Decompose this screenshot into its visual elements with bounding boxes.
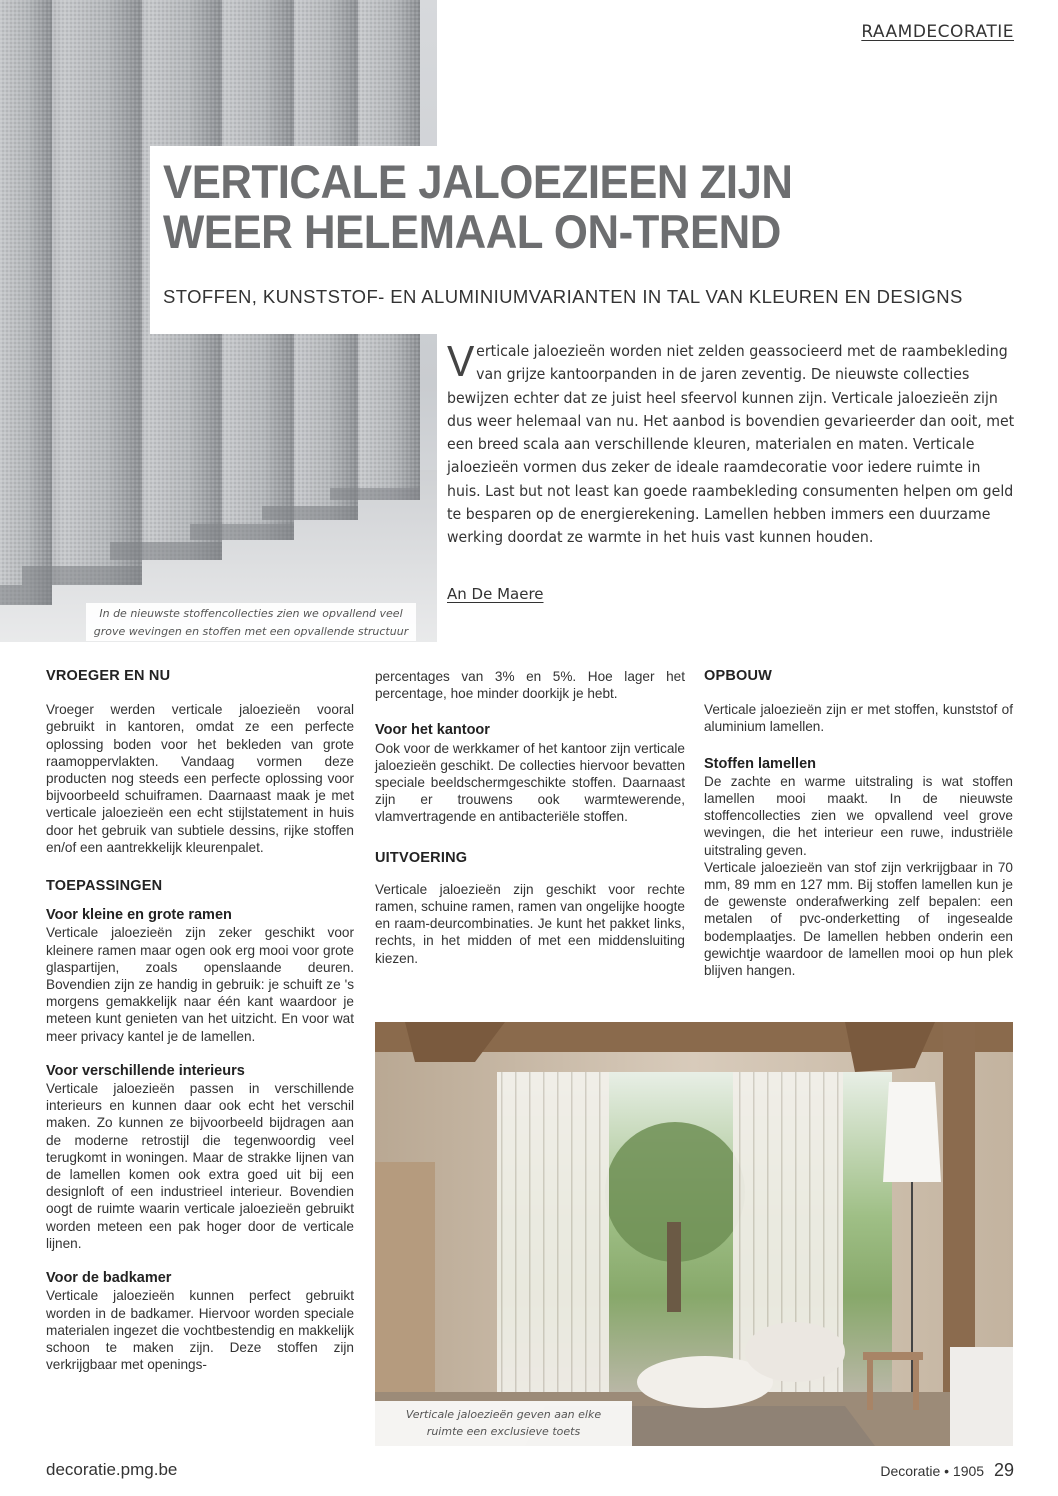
- paragraph-kleine-ramen: Verticale jaloezieën zijn zeker geschikt voor kleinere ramen maar ogen ook erg mooi voor grote glaspartijen, zoals openslaande deuren. Bovendien zijn ze handig in gebruik: je schuift ze 's morgens gemakkelijk naar één kant waardoor je meteen kunt genieten van het uitzicht. En voor wat meer privacy kantel je de lamellen.: [46, 925, 354, 1044]
- room-caption: [375, 1401, 632, 1446]
- paragraph-uitvoering: Verticale jaloezieën zijn geschikt voor rechte ramen, schuine ramen, ramen van ongelijke hoogte en raam-deurcombinaties. Je kunt het pakket links, rechts, in het midden of met een middensluiting kiezen.: [375, 881, 685, 966]
- page-title: [163, 157, 926, 257]
- paragraph-stoffen-2: Verticale jaloezieën van stof zijn verkrijgbaar in 70 mm, 89 mm en 127 mm. Bij stoffen lamellen kun je de gewenste onderafwerking zelf bepalen: een metalen of pvc-onderketting of ingesealde bodemplaatjes. De lamellen hebben onderin een gewichtje waardoor de lamellen mooi op hun plek blijven hangen.: [704, 859, 1013, 979]
- title-line1: VERTICALE JALOEZIEEN ZIJN: [163, 155, 793, 208]
- author-link[interactable]: An De Maere: [447, 585, 544, 603]
- hero-caption-line1: In de nieuwste stoffencollecties zien we opvallend veel: [99, 607, 403, 620]
- living-room-illustration: [375, 1022, 1013, 1446]
- footer-page-info: [880, 1460, 1014, 1481]
- paragraph-interieurs: Verticale jaloezieën passen in verschillende interieurs en kunnen daar ook echt het verschil maken. Zo kunnen ze bijvoorbeeld bijdragen aan de moderne retrostijl die tegenwoordig veel terugkomt in woningen. Maar de strakke lijnen van de lamellen komen ook extra goed uit bij een designloft of een industrieel interieur. Bovendien oogt de ruimte waarin verticale jaloezieën gebruikt worden meteen een pak hoger door de verticale lijnen.: [46, 1081, 354, 1251]
- heading-uitvoering: UITVOERING: [375, 849, 468, 866]
- intro-dropcap: V: [447, 337, 475, 386]
- paragraph-stoffen-1: De zachte en warme uitstraling is wat stoffen lamellen mooi maakt. In de nieuwste stoffencollecties zien we opvallend veel grove wevingen, die het interieur een ruwe, industriële uitstraling geven.: [704, 773, 1013, 858]
- column-1: [46, 668, 354, 1373]
- paragraph-percentages: percentages van 3% en 5%. Hoe lager het percentage, hoe minder doorkijk je hebt.: [375, 669, 685, 702]
- heading-interieurs: Voor verschillende interieurs: [46, 1062, 245, 1079]
- heading-opbouw: OPBOUW: [704, 668, 773, 684]
- column-3: [704, 668, 1013, 979]
- heading-kleine-ramen: Voor kleine en grote ramen: [46, 907, 232, 924]
- paragraph-vroeger: Vroeger werden verticale jaloezieën vooral gebruikt in kantoren, omdat ze een perfecte oplossing boden voor het bekleden van grote raamoppervlakten. Vandaag vormen deze producten nog steeds een perfecte oplossing voor bijvoorbeeld schuiframen. Daarnaast maak je met verticale jaloezieën een echt stijlstatement in huis door het gebruik van subtiele dessins, rijke stoffen en/of een aantrekkelijk kleurenpalet.: [46, 702, 354, 855]
- page-number: 29: [993, 1460, 1014, 1480]
- heading-kantoor: Voor het kantoor: [375, 722, 490, 739]
- heading-toepassingen: TOEPASSINGEN: [46, 878, 163, 895]
- heading-vroeger: VROEGER EN NU: [46, 668, 171, 684]
- title-line2: WEER HELEMAAL ON-TREND: [163, 205, 781, 258]
- paragraph-kantoor: Ook voor de werkkamer of het kantoor zijn verticale jaloezieën geschikt. De collecties hiervoor bevatten speciale beeldschermgeschikte stoffen. Daarnaast zijn er trouwens ook warmtewerende, vlamvertragende en antibacteriële stoffen.: [375, 740, 685, 825]
- intro-text: erticale jaloezieën worden niet zelden geassocieerd met de raambekleding van grijze kantoorpanden in de jaren zeventig. De nieuwste collecties bewijzen echter dat ze juist heel sfeervol kunnen zijn. Verticale jaloezieën zijn dus weer helemaal van nu. Het aanbod is bovendien gevarieerder dan ooit, met een breed scala aan verschillende kleuren, materialen en maten. Verticale jaloezieën vormen dus zeker de ideale raamdecoratie voor iedere ruimte in huis. Last but not least kan goede raambekleding consumenten helpen om geld te besparen op de energierekening. Lamellen hebben immers een duurzame werking doordat ze warmte in het huis vast kunnen houden.: [447, 342, 1015, 547]
- hero-caption: [86, 603, 416, 641]
- room-caption-line2: ruimte een exclusieve toets: [426, 1425, 581, 1438]
- column-2: [375, 668, 685, 967]
- footer-magazine: Decoratie • 1905: [880, 1463, 985, 1479]
- paragraph-badkamer: Verticale jaloezieën kunnen perfect gebruikt worden in de badkamer. Hiervoor worden speciale materialen ingezet die vochtbestendig en makkelijk schoon te maken zijn. Deze stoffen zijn verkrijgbaar met openings-: [46, 1288, 354, 1373]
- heading-badkamer: Voor de badkamer: [46, 1270, 172, 1287]
- room-photo: [375, 1022, 1013, 1446]
- paragraph-opbouw: Verticale jaloezieën zijn er met stoffen, kunststof of aluminium lamellen.: [704, 702, 1013, 735]
- hero-caption-line2: grove wevingen en stoffen met een opvallende structuur: [93, 625, 409, 638]
- room-caption-line1: Verticale jaloezieën geven aan elke: [405, 1408, 602, 1421]
- subtitle: STOFFEN, KUNSTSTOF- EN ALUMINIUMVARIANTEN IN TAL VAN KLEUREN EN DESIGNS: [163, 286, 963, 307]
- intro-paragraph: [447, 337, 1016, 550]
- heading-stoffen-lamellen: Stoffen lamellen: [704, 755, 816, 772]
- section-label: RAAMDECORATIE: [861, 22, 1014, 42]
- footer-url[interactable]: decoratie.pmg.be: [46, 1460, 178, 1479]
